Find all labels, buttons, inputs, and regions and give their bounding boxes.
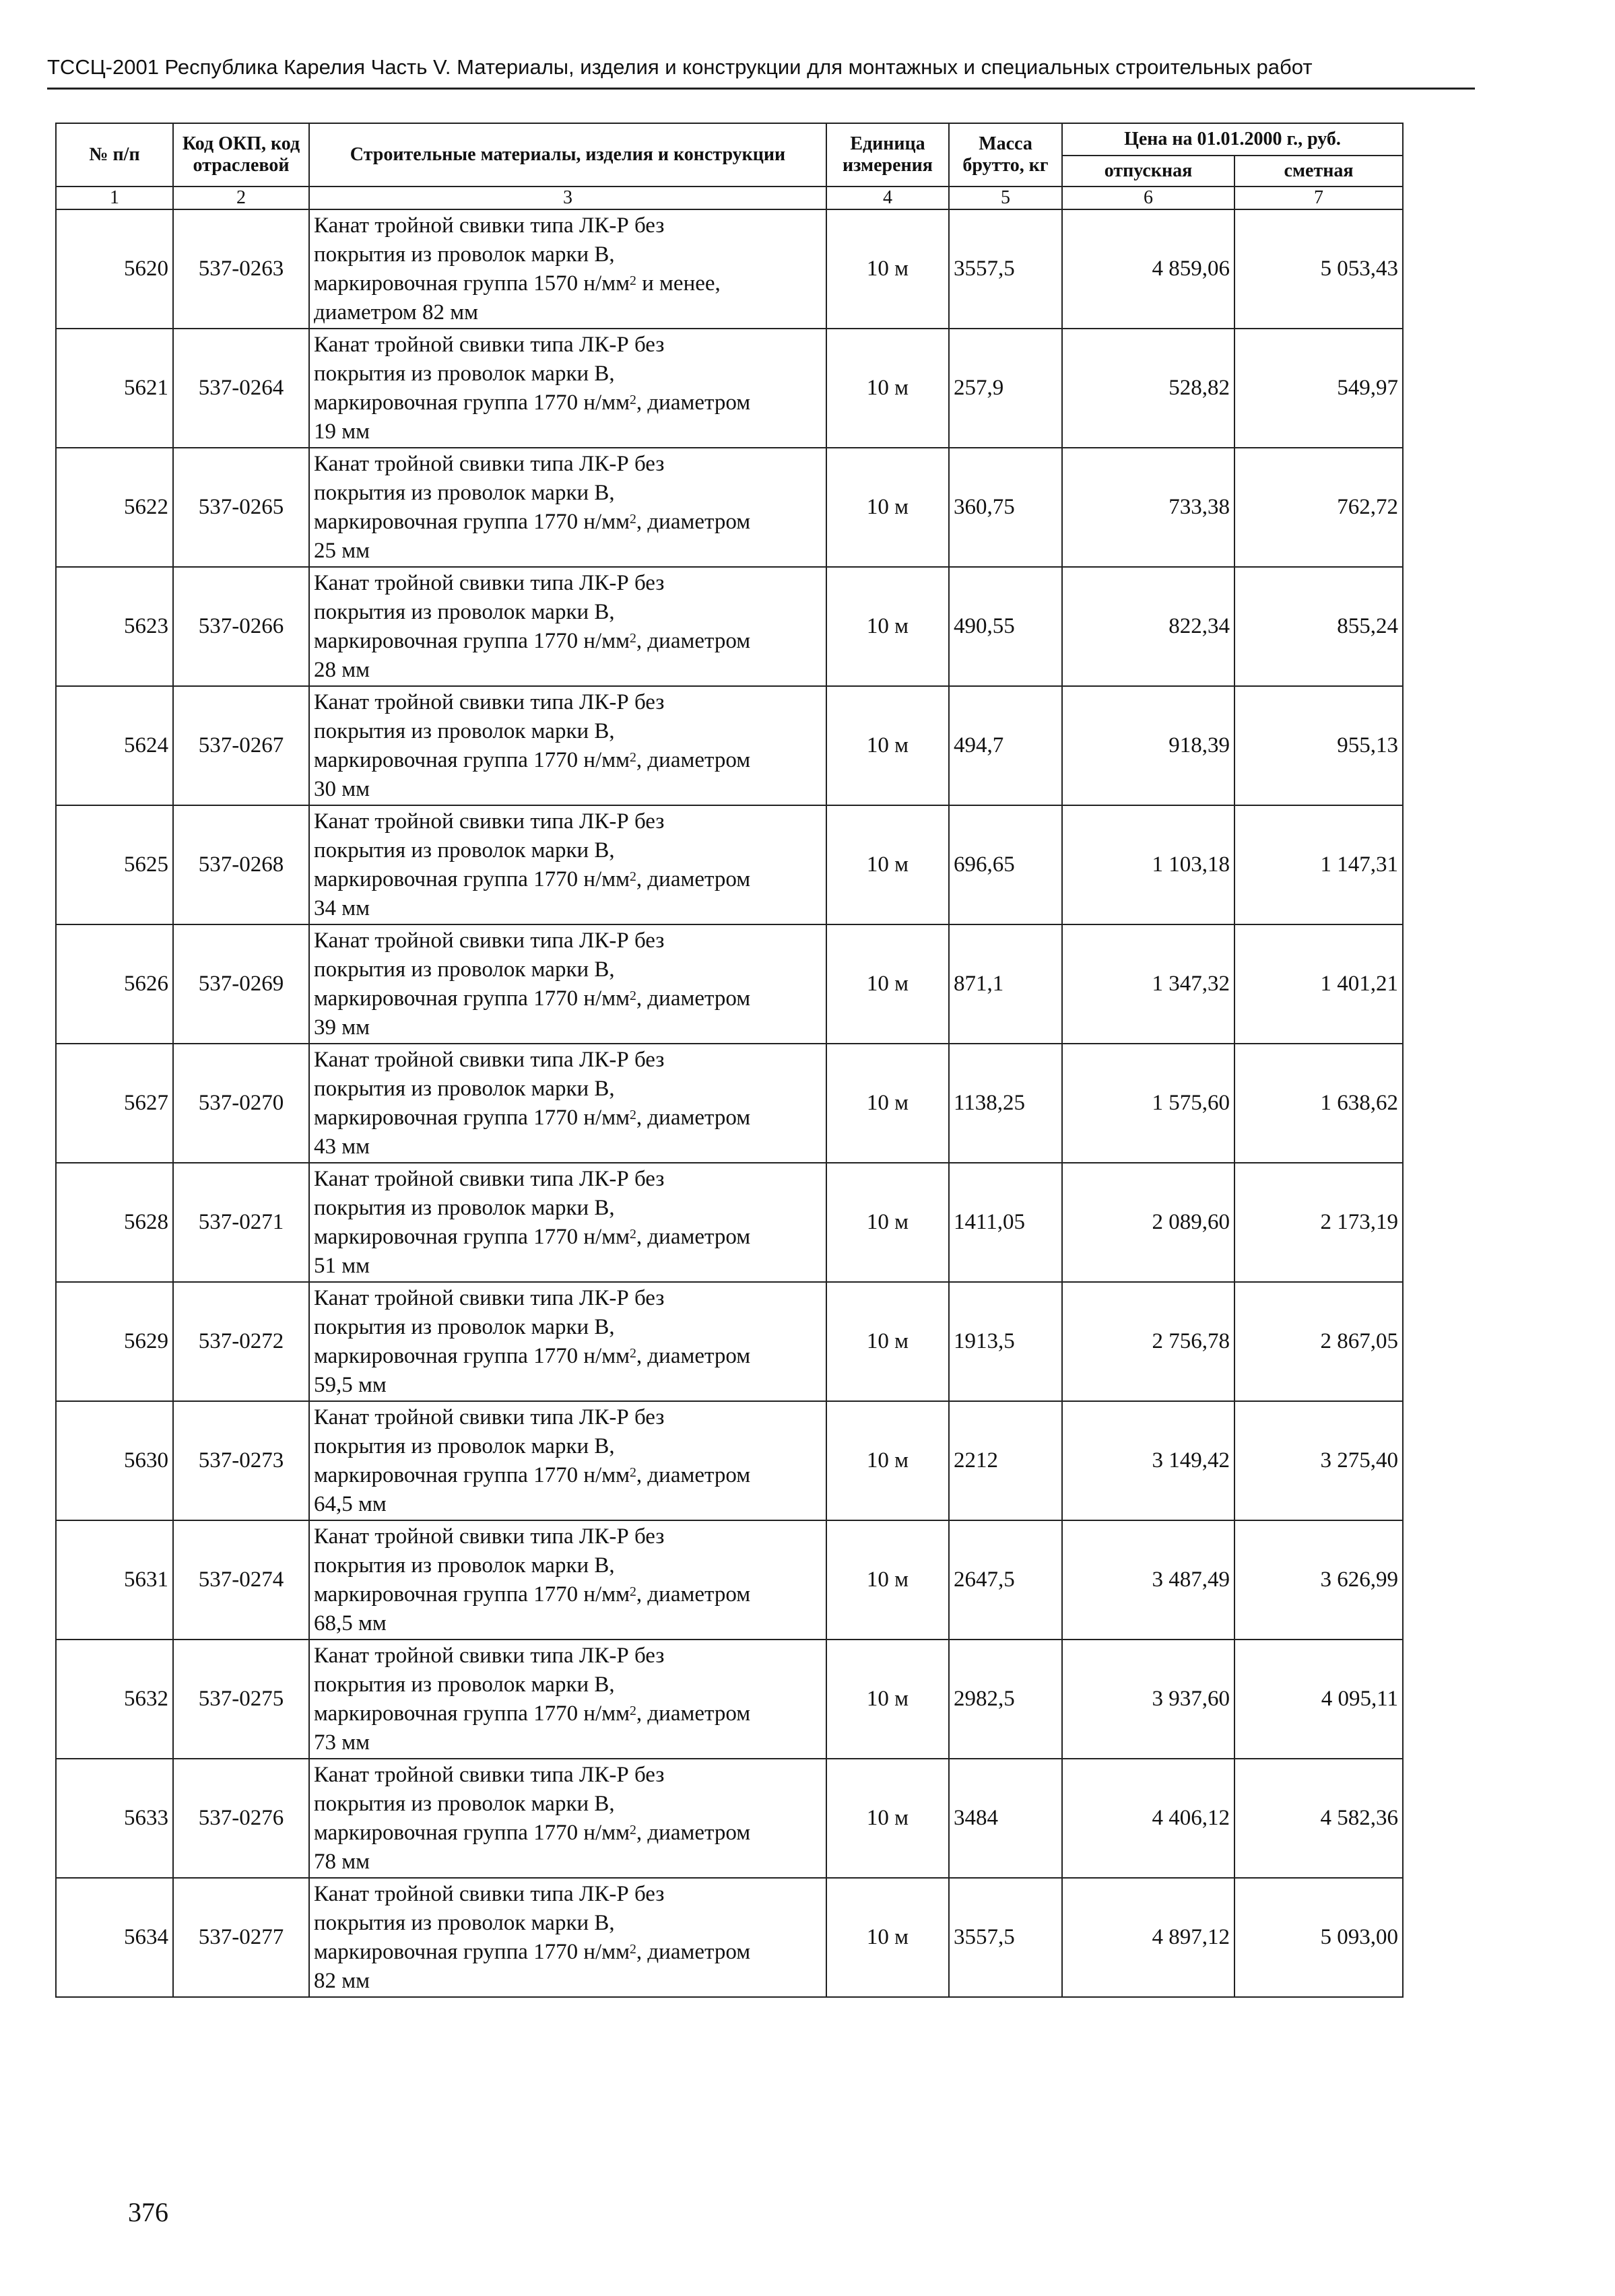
unit-of-measure: 10 м [826, 1640, 949, 1759]
col-header-num: № п/п [56, 123, 173, 187]
price-release: 4 406,12 [1062, 1759, 1234, 1878]
desc-line: покрытия из проволок марки В, [314, 1553, 615, 1578]
okp-code: 537-0273 [173, 1401, 309, 1520]
gross-mass: 696,65 [949, 805, 1062, 924]
unit-of-measure: 10 м [826, 805, 949, 924]
desc-line: Канат тройной свивки типа ЛК-Р без [314, 928, 665, 953]
price-estimate: 4 582,36 [1234, 1759, 1403, 1878]
okp-code: 537-0267 [173, 686, 309, 805]
okp-code: 537-0264 [173, 329, 309, 448]
desc-line: , диаметром [636, 1820, 751, 1845]
row-number: 5628 [56, 1163, 173, 1282]
unit-of-measure: 10 м [826, 329, 949, 448]
desc-line: маркировочная группа 1770 н/мм [314, 509, 630, 534]
price-estimate: 549,97 [1234, 329, 1403, 448]
desc-line: Канат тройной свивки типа ЛК-Р без [314, 1762, 665, 1787]
price-release: 4 897,12 [1062, 1878, 1234, 1997]
desc-line: 28 мм [314, 657, 370, 682]
price-estimate: 4 095,11 [1234, 1640, 1403, 1759]
table-row [56, 1878, 1403, 1997]
row-number: 5622 [56, 448, 173, 567]
row-number: 5632 [56, 1640, 173, 1759]
material-description [309, 805, 826, 924]
gross-mass: 2647,5 [949, 1520, 1062, 1640]
desc-line: и менее, [636, 271, 721, 296]
desc-line: , диаметром [636, 1939, 751, 1964]
gross-mass: 490,55 [949, 567, 1062, 686]
desc-line: маркировочная группа 1570 н/мм [314, 271, 630, 296]
price-release: 4 859,06 [1062, 209, 1234, 329]
table-row [56, 1282, 1403, 1401]
price-release: 3 487,49 [1062, 1520, 1234, 1640]
material-description [309, 1163, 826, 1282]
gross-mass: 1138,25 [949, 1044, 1062, 1163]
table-row [56, 1044, 1403, 1163]
okp-code: 537-0275 [173, 1640, 309, 1759]
row-number: 5627 [56, 1044, 173, 1163]
desc-line: Канат тройной свивки типа ЛК-Р без [314, 570, 665, 595]
desc-line: 25 мм [314, 538, 370, 563]
desc-line: Канат тройной свивки типа ЛК-Р без [314, 1643, 665, 1668]
desc-line: , диаметром [636, 628, 751, 653]
price-release: 733,38 [1062, 448, 1234, 567]
desc-line: покрытия из проволок марки В, [314, 599, 615, 624]
okp-code: 537-0271 [173, 1163, 309, 1282]
material-description [309, 1759, 826, 1878]
gross-mass: 3484 [949, 1759, 1062, 1878]
desc-line: , диаметром [636, 867, 751, 891]
price-estimate: 2 867,05 [1234, 1282, 1403, 1401]
material-description [309, 686, 826, 805]
price-release: 1 103,18 [1062, 805, 1234, 924]
desc-line: маркировочная группа 1770 н/мм [314, 1582, 630, 1607]
superscript: 2 [630, 1464, 636, 1480]
desc-line: диаметром 82 мм [314, 300, 478, 325]
row-number: 5626 [56, 924, 173, 1044]
price-release: 2 089,60 [1062, 1163, 1234, 1282]
price-release: 822,34 [1062, 567, 1234, 686]
material-description [309, 329, 826, 448]
desc-line: маркировочная группа 1770 н/мм [314, 986, 630, 1011]
desc-line: , диаметром [636, 1224, 751, 1249]
material-description [309, 1520, 826, 1640]
price-estimate: 1 147,31 [1234, 805, 1403, 924]
row-number: 5624 [56, 686, 173, 805]
price-estimate: 855,24 [1234, 567, 1403, 686]
desc-line: маркировочная группа 1770 н/мм [314, 867, 630, 891]
okp-code: 537-0265 [173, 448, 309, 567]
table-row [56, 1163, 1403, 1282]
price-estimate: 5 093,00 [1234, 1878, 1403, 1997]
desc-line: маркировочная группа 1770 н/мм [314, 1820, 630, 1845]
table-header-row [56, 123, 1403, 156]
okp-code: 537-0269 [173, 924, 309, 1044]
okp-code: 537-0270 [173, 1044, 309, 1163]
desc-line: , диаметром [636, 1105, 751, 1130]
desc-line: покрытия из проволок марки В, [314, 957, 615, 982]
material-description [309, 567, 826, 686]
desc-line: Канат тройной свивки типа ЛК-Р без [314, 1047, 665, 1072]
desc-line: маркировочная группа 1770 н/мм [314, 390, 630, 415]
desc-line: 78 мм [314, 1849, 370, 1874]
table-row [56, 1520, 1403, 1640]
superscript: 2 [630, 1107, 636, 1122]
desc-line: , диаметром [636, 509, 751, 534]
superscript: 2 [630, 1703, 636, 1718]
desc-line: покрытия из проволок марки В, [314, 361, 615, 386]
col-header-unit: Единица измерения [826, 123, 949, 187]
price-estimate: 1 401,21 [1234, 924, 1403, 1044]
desc-line: покрытия из проволок марки В, [314, 1314, 615, 1339]
superscript: 2 [630, 1822, 636, 1837]
unit-of-measure: 10 м [826, 448, 949, 567]
material-description [309, 209, 826, 329]
table-row [56, 209, 1403, 329]
unit-of-measure: 10 м [826, 1044, 949, 1163]
desc-line: Канат тройной свивки типа ЛК-Р без [314, 1524, 665, 1549]
desc-line: 30 мм [314, 776, 370, 801]
table-row [56, 1640, 1403, 1759]
price-release: 3 149,42 [1062, 1401, 1234, 1520]
material-description [309, 1878, 826, 1997]
desc-line: 39 мм [314, 1015, 370, 1040]
column-number: 2 [173, 187, 309, 209]
superscript: 2 [630, 630, 636, 646]
okp-code: 537-0266 [173, 567, 309, 686]
header-divider [47, 88, 1475, 90]
superscript: 2 [630, 749, 636, 765]
gross-mass: 1411,05 [949, 1163, 1062, 1282]
superscript: 2 [630, 392, 636, 407]
gross-mass: 360,75 [949, 448, 1062, 567]
col-header-price-release: отпускная [1062, 156, 1234, 187]
row-number: 5634 [56, 1878, 173, 1997]
okp-code: 537-0272 [173, 1282, 309, 1401]
desc-line: покрытия из проволок марки В, [314, 1672, 615, 1697]
desc-line: 34 мм [314, 896, 370, 920]
okp-code: 537-0277 [173, 1878, 309, 1997]
superscript: 2 [630, 1584, 636, 1599]
material-description [309, 448, 826, 567]
table-row [56, 805, 1403, 924]
desc-line: покрытия из проволок марки В, [314, 242, 615, 267]
column-number: 4 [826, 187, 949, 209]
material-description [309, 1282, 826, 1401]
column-number: 5 [949, 187, 1062, 209]
table-row [56, 567, 1403, 686]
row-number: 5620 [56, 209, 173, 329]
column-number: 1 [56, 187, 173, 209]
unit-of-measure: 10 м [826, 567, 949, 686]
desc-line: Канат тройной свивки типа ЛК-Р без [314, 1881, 665, 1906]
price-release: 2 756,78 [1062, 1282, 1234, 1401]
desc-line: покрытия из проволок марки В, [314, 1076, 615, 1101]
superscript: 2 [630, 988, 636, 1003]
desc-line: маркировочная группа 1770 н/мм [314, 1105, 630, 1130]
column-number: 6 [1062, 187, 1234, 209]
col-header-material: Строительные материалы, изделия и конструкции [309, 123, 826, 187]
desc-line: 68,5 мм [314, 1611, 387, 1635]
table-row [56, 1401, 1403, 1520]
gross-mass: 1913,5 [949, 1282, 1062, 1401]
desc-line: покрытия из проволок марки В, [314, 480, 615, 505]
desc-line: Канат тройной свивки типа ЛК-Р без [314, 809, 665, 834]
desc-line: покрытия из проволок марки В, [314, 1195, 615, 1220]
desc-line: 43 мм [314, 1134, 370, 1159]
okp-code: 537-0276 [173, 1759, 309, 1878]
table-row [56, 329, 1403, 448]
material-description [309, 1044, 826, 1163]
row-number: 5630 [56, 1401, 173, 1520]
desc-line: покрытия из проволок марки В, [314, 1791, 615, 1816]
desc-line: , диаметром [636, 747, 751, 772]
superscript: 2 [630, 1345, 636, 1361]
desc-line: маркировочная группа 1770 н/мм [314, 628, 630, 653]
price-estimate: 1 638,62 [1234, 1044, 1403, 1163]
unit-of-measure: 10 м [826, 1520, 949, 1640]
desc-line: покрытия из проволок марки В, [314, 1433, 615, 1458]
desc-line: Канат тройной свивки типа ЛК-Р без [314, 332, 665, 357]
unit-of-measure: 10 м [826, 1401, 949, 1520]
price-estimate: 3 275,40 [1234, 1401, 1403, 1520]
row-number: 5629 [56, 1282, 173, 1401]
price-release: 1 575,60 [1062, 1044, 1234, 1163]
table-row [56, 924, 1403, 1044]
desc-line: Канат тройной свивки типа ЛК-Р без [314, 1405, 665, 1429]
page-header-title: ТССЦ-2001 Республика Карелия Часть V. Материалы, изделия и конструкции для монтажных и специальных строительных работ [47, 55, 1313, 79]
unit-of-measure: 10 м [826, 1163, 949, 1282]
desc-line: 51 мм [314, 1253, 370, 1278]
gross-mass: 494,7 [949, 686, 1062, 805]
desc-line: покрытия из проволок марки В, [314, 1910, 615, 1935]
desc-line: Канат тройной свивки типа ЛК-Р без [314, 1166, 665, 1191]
page-number: 376 [128, 2197, 168, 2227]
unit-of-measure: 10 м [826, 1282, 949, 1401]
table-row [56, 448, 1403, 567]
desc-line: , диаметром [636, 1701, 751, 1726]
desc-line: , диаметром [636, 986, 751, 1011]
unit-of-measure: 10 м [826, 924, 949, 1044]
column-number: 3 [309, 187, 826, 209]
gross-mass: 2982,5 [949, 1640, 1062, 1759]
price-release: 918,39 [1062, 686, 1234, 805]
desc-line: маркировочная группа 1770 н/мм [314, 1939, 630, 1964]
desc-line: Канат тройной свивки типа ЛК-Р без [314, 213, 665, 238]
okp-code: 537-0274 [173, 1520, 309, 1640]
unit-of-measure: 10 м [826, 209, 949, 329]
material-description [309, 1401, 826, 1520]
desc-line: маркировочная группа 1770 н/мм [314, 747, 630, 772]
superscript: 2 [630, 1226, 636, 1242]
desc-line: покрытия из проволок марки В, [314, 838, 615, 863]
price-release: 528,82 [1062, 329, 1234, 448]
col-header-code: Код ОКП, код отраслевой [173, 123, 309, 187]
price-release: 1 347,32 [1062, 924, 1234, 1044]
materials-price-table [55, 123, 1404, 1998]
desc-line: , диаметром [636, 1582, 751, 1607]
desc-line: маркировочная группа 1770 н/мм [314, 1224, 630, 1249]
gross-mass: 871,1 [949, 924, 1062, 1044]
desc-line: Канат тройной свивки типа ЛК-Р без [314, 689, 665, 714]
price-estimate: 762,72 [1234, 448, 1403, 567]
desc-line: покрытия из проволок марки В, [314, 718, 615, 743]
gross-mass: 3557,5 [949, 209, 1062, 329]
desc-line: , диаметром [636, 390, 751, 415]
row-number: 5625 [56, 805, 173, 924]
superscript: 2 [630, 511, 636, 527]
desc-line: 73 мм [314, 1730, 370, 1755]
column-number: 7 [1234, 187, 1403, 209]
price-estimate: 5 053,43 [1234, 209, 1403, 329]
desc-line: маркировочная группа 1770 н/мм [314, 1462, 630, 1487]
superscript: 2 [630, 273, 636, 288]
desc-line: 59,5 мм [314, 1372, 387, 1397]
table-row [56, 1759, 1403, 1878]
material-description [309, 924, 826, 1044]
desc-line: , диаметром [636, 1343, 751, 1368]
desc-line: Канат тройной свивки типа ЛК-Р без [314, 451, 665, 476]
col-header-mass: Масса брутто, кг [949, 123, 1062, 187]
price-release: 3 937,60 [1062, 1640, 1234, 1759]
superscript: 2 [630, 1941, 636, 1957]
col-header-price-group: Цена на 01.01.2000 г., руб. [1062, 123, 1403, 156]
gross-mass: 3557,5 [949, 1878, 1062, 1997]
desc-line: маркировочная группа 1770 н/мм [314, 1343, 630, 1368]
okp-code: 537-0268 [173, 805, 309, 924]
price-estimate: 2 173,19 [1234, 1163, 1403, 1282]
desc-line: маркировочная группа 1770 н/мм [314, 1701, 630, 1726]
desc-line: 64,5 мм [314, 1491, 387, 1516]
superscript: 2 [630, 869, 636, 884]
unit-of-measure: 10 м [826, 1759, 949, 1878]
desc-line: 19 мм [314, 419, 370, 444]
column-number-row [56, 187, 1403, 209]
price-estimate: 955,13 [1234, 686, 1403, 805]
desc-line: 82 мм [314, 1968, 370, 1993]
row-number: 5633 [56, 1759, 173, 1878]
gross-mass: 2212 [949, 1401, 1062, 1520]
gross-mass: 257,9 [949, 329, 1062, 448]
unit-of-measure: 10 м [826, 1878, 949, 1997]
row-number: 5621 [56, 329, 173, 448]
row-number: 5631 [56, 1520, 173, 1640]
desc-line: Канат тройной свивки типа ЛК-Р без [314, 1285, 665, 1310]
row-number: 5623 [56, 567, 173, 686]
desc-line: , диаметром [636, 1462, 751, 1487]
unit-of-measure: 10 м [826, 686, 949, 805]
price-estimate: 3 626,99 [1234, 1520, 1403, 1640]
material-description [309, 1640, 826, 1759]
table-row [56, 686, 1403, 805]
col-header-price-estimate: сметная [1234, 156, 1403, 187]
okp-code: 537-0263 [173, 209, 309, 329]
